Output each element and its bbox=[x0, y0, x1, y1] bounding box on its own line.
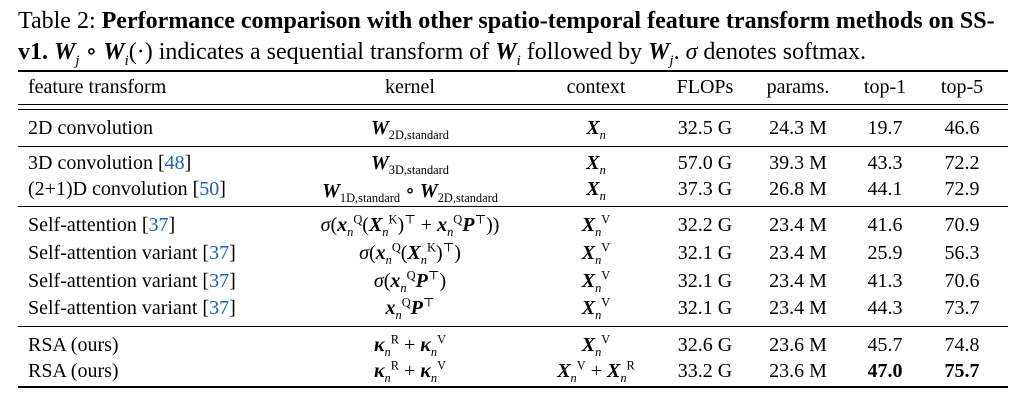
header-kernel: kernel bbox=[385, 76, 435, 98]
citation-link[interactable]: 37 bbox=[209, 270, 230, 292]
row-kernel: $W_{3D,standard}$ bbox=[370, 152, 450, 177]
row-top5: 70.6 bbox=[944, 270, 980, 292]
row-params: 23.6 M bbox=[769, 360, 827, 382]
row-top5: 75.7 bbox=[944, 360, 980, 382]
row-context: $X_n$ bbox=[586, 152, 606, 177]
group-rule-2 bbox=[18, 206, 1008, 207]
top-rule bbox=[18, 70, 1008, 72]
row-top1: 45.7 bbox=[867, 334, 903, 356]
row-params: 23.4 M bbox=[769, 297, 827, 319]
row-top1: 43.3 bbox=[867, 152, 903, 174]
caption-followed: followed by bbox=[526, 39, 643, 65]
row-flops: 32.1 G bbox=[677, 297, 733, 319]
bottom-rule bbox=[18, 386, 1008, 388]
row-top1: 25.9 bbox=[867, 242, 903, 264]
citation-link[interactable]: 37 bbox=[209, 242, 230, 264]
header-context: context bbox=[566, 76, 626, 98]
row-top5: 72.9 bbox=[944, 178, 980, 200]
row-flops: 32.6 G bbox=[677, 334, 733, 356]
table-caption: Table 2: Performance comparison with other spatio-temporal feature transform methods on SS-v1. $W_j$ ∘ $W_i(\cdot)$ indicates a sequential transform of $W_i$ followed by $W_j$. σ denotes softmax. bbox=[18, 8, 995, 69]
row-top1: 19.7 bbox=[867, 117, 903, 139]
row-kernel: $\sigma(x_n^Q(X_n^K)^⊤ + x_n^QP^⊤)$) bbox=[320, 212, 500, 239]
row-name: Self-attention variant [37] bbox=[28, 270, 236, 292]
row-kernel: $W_{2D,standard}$ bbox=[370, 117, 450, 142]
row-flops: 32.1 G bbox=[677, 270, 733, 292]
row-context: $X_n^V + X_n^R$ bbox=[557, 358, 635, 385]
row-name: Self-attention [37] bbox=[28, 214, 176, 236]
row-context: $X_n$ bbox=[586, 178, 606, 203]
row-kernel: $W_{1D,standard}$ ∘ $W_{2D,standard}$ bbox=[322, 180, 498, 205]
row-params: 24.3 M bbox=[769, 117, 827, 139]
row-name: 3D convolution [48] bbox=[28, 152, 192, 174]
row-name: RSA (ours) bbox=[28, 360, 119, 382]
row-params: 39.3 M bbox=[769, 152, 827, 174]
header-feature-transform: feature transform bbox=[28, 76, 167, 98]
row-name: Self-attention variant [37] bbox=[28, 297, 236, 319]
group-rule-3 bbox=[18, 326, 1008, 327]
row-flops: 32.5 G bbox=[677, 117, 733, 139]
caption-label: Table 2: bbox=[18, 8, 96, 34]
row-params: 23.4 M bbox=[769, 270, 827, 292]
citation-link[interactable]: 37 bbox=[148, 214, 169, 236]
row-flops: 32.2 G bbox=[677, 214, 733, 236]
row-name: Self-attention variant [37] bbox=[28, 242, 236, 264]
header-top5: top-5 bbox=[940, 76, 984, 98]
row-flops: 57.0 G bbox=[677, 152, 733, 174]
row-context: $X_n^V$ bbox=[581, 268, 611, 295]
citation-link[interactable]: 37 bbox=[209, 297, 230, 319]
caption-rest: indicates a sequential transform of bbox=[158, 39, 490, 65]
group-rule-1 bbox=[18, 146, 1008, 147]
row-context: $X_n^V$ bbox=[581, 212, 611, 239]
row-top5: 46.6 bbox=[944, 117, 980, 139]
row-context: $X_n^V$ bbox=[581, 240, 611, 267]
header-rule-2 bbox=[18, 109, 1008, 110]
row-params: 23.6 M bbox=[769, 334, 827, 356]
row-params: 23.4 M bbox=[769, 242, 827, 264]
row-top1: 44.3 bbox=[867, 297, 903, 319]
row-top5: 70.9 bbox=[944, 214, 980, 236]
citation-link[interactable]: 48 bbox=[164, 152, 185, 174]
header-flops: FLOPs bbox=[676, 76, 734, 98]
row-name: 2D convolution bbox=[28, 117, 153, 139]
header-top1: top-1 bbox=[863, 76, 907, 98]
row-kernel: $\kappa_n^R + \kappa_n^V$ bbox=[373, 358, 447, 385]
citation-link[interactable]: 50 bbox=[199, 178, 220, 200]
row-top5: 72.2 bbox=[944, 152, 980, 174]
row-top1: 47.0 bbox=[867, 360, 903, 382]
row-flops: 33.2 G bbox=[677, 360, 733, 382]
row-flops: 37.3 G bbox=[677, 178, 733, 200]
header-params: params. bbox=[766, 76, 830, 98]
row-kernel: $x_n^QP^⊤$ bbox=[385, 295, 435, 322]
row-params: 26.8 M bbox=[769, 178, 827, 200]
row-kernel: $\kappa_n^R + \kappa_n^V$ bbox=[373, 332, 447, 359]
header-rule bbox=[18, 104, 1008, 105]
row-name: (2+1)D convolution [50] bbox=[28, 178, 226, 200]
row-context: $X_n^V$ bbox=[581, 295, 611, 322]
row-context: $X_n^V$ bbox=[581, 332, 611, 359]
row-top5: 56.3 bbox=[944, 242, 980, 264]
row-context: $X_n$ bbox=[586, 117, 606, 142]
row-top1: 41.6 bbox=[867, 214, 903, 236]
caption-denotes: denotes softmax. bbox=[703, 39, 867, 65]
row-params: 23.4 M bbox=[769, 214, 827, 236]
row-kernel: $\sigma(x_n^QP^⊤)$ bbox=[373, 268, 447, 295]
row-kernel: $\sigma(x_n^Q(X_n^K)^⊤)$ bbox=[359, 240, 461, 267]
row-top5: 74.8 bbox=[944, 334, 980, 356]
caption-title: Performance comparison with other spatio-temporal feature transform methods on SS-v1 bbox=[18, 8, 995, 65]
row-top1: 44.1 bbox=[867, 178, 903, 200]
row-top1: 41.3 bbox=[867, 270, 903, 292]
row-flops: 32.1 G bbox=[677, 242, 733, 264]
row-name: RSA (ours) bbox=[28, 334, 119, 356]
row-top5: 73.7 bbox=[944, 297, 980, 319]
